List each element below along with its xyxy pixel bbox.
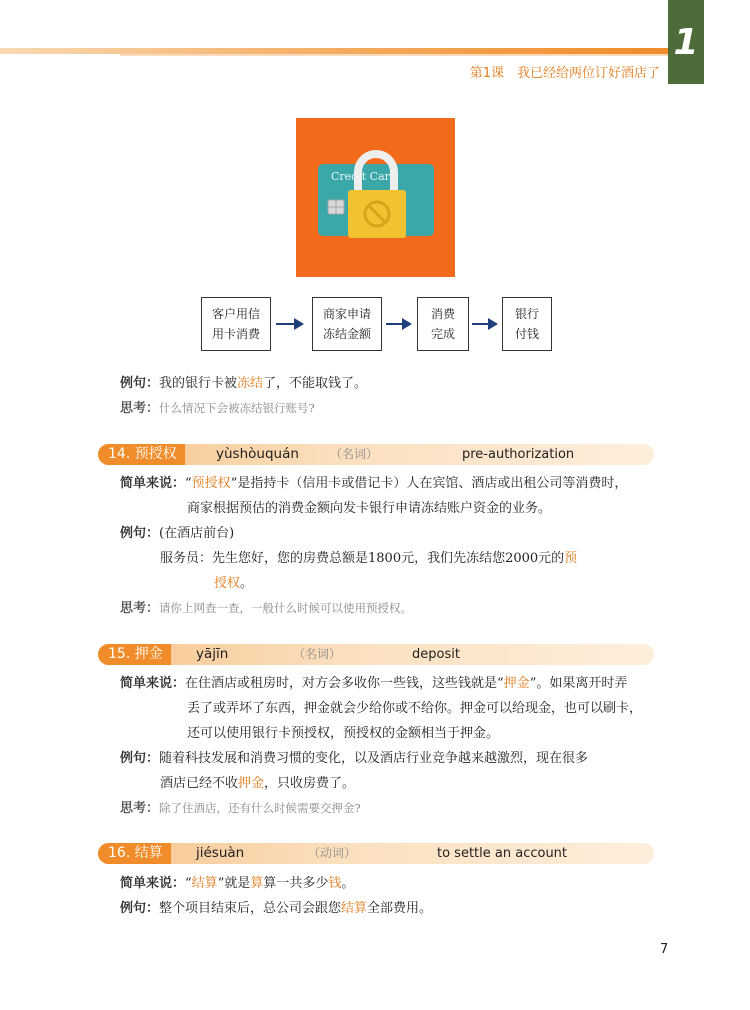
term-15-explain-2: 丢了或弄坏了东西，押金就会少给你或不给你。押金可以给现金，也可以刷卡， xyxy=(187,701,643,716)
example-text: (在酒店前台) xyxy=(159,526,235,541)
term-tag: 14. 预授权 xyxy=(98,444,185,465)
explain-highlight-2: 算 xyxy=(250,876,264,891)
intro-example xyxy=(120,372,367,391)
example-highlight: 预 xyxy=(564,551,578,566)
think-label: 思考： xyxy=(120,601,160,616)
term-pos: （动词） xyxy=(308,846,357,860)
flow-step-2-line1: 商家申请 xyxy=(322,307,371,321)
example-text: 整个项目结束后，总公司会跟您 xyxy=(159,901,342,916)
term-14-example-1 xyxy=(120,522,234,541)
chapter-tab xyxy=(668,0,704,84)
term-15-example-1 xyxy=(120,747,588,766)
explain-highlight: 结算 xyxy=(191,876,218,891)
explain-text-end: ”。如果离开时弄 xyxy=(529,676,628,691)
flow-arrow-2 xyxy=(386,323,410,325)
explain-text: 在住酒店或租房时，对方会多收你一些钱，这些钱就是“ xyxy=(185,676,504,691)
example-highlight: 押金 xyxy=(238,776,265,791)
flow-step-1-line2: 用卡消费 xyxy=(211,327,260,341)
flow-step-4 xyxy=(502,297,552,351)
flow-step-3-line2: 完成 xyxy=(430,327,455,341)
term-english: deposit xyxy=(412,647,460,662)
flow-arrow-1 xyxy=(276,323,302,325)
explain-label: 简单来说： xyxy=(120,676,186,691)
term-15-explain-3: 还可以使用银行卡预授权，预授权的金额相当于押金。 xyxy=(187,726,500,741)
example-label: 例句： xyxy=(120,526,160,541)
explain-text-mid-2: 算一共多少 xyxy=(263,876,329,891)
term-14-explain-1 xyxy=(120,472,627,491)
term-16-example xyxy=(120,897,432,916)
example-highlight: 冻结 xyxy=(237,376,264,391)
explain-highlight-3: 钱 xyxy=(328,876,342,891)
term-pinyin: yājīn xyxy=(196,646,229,662)
explain-label: 简单来说： xyxy=(120,476,186,491)
term-pos: （名词） xyxy=(330,447,379,461)
example-text: 随着科技发展和消费习惯的变化，以及酒店行业竞争越来越激烈，现在很多 xyxy=(159,751,589,766)
chapter-number: 1 xyxy=(673,21,699,63)
explain-text-mid: ”就是 xyxy=(217,876,251,891)
think-text: 请你上网查一查，一般什么时候可以使用预授权。 xyxy=(159,601,413,615)
explain-text-end: ”是指持卡（信用卡或借记卡）人在宾馆、酒店或出租公司等消费时， xyxy=(230,476,628,491)
lesson-title: 第1课 我已经给两位订好酒店了 xyxy=(469,66,660,81)
flow-arrow-3 xyxy=(472,323,496,325)
explain-label: 简单来说： xyxy=(120,876,186,891)
think-label: 思考： xyxy=(120,401,160,416)
flow-step-3 xyxy=(417,297,469,351)
credit-card-lock-illustration xyxy=(296,118,455,277)
explain-text-end: 。 xyxy=(341,876,355,891)
card-text: Credit Card xyxy=(331,170,397,183)
term-14-example-3 xyxy=(214,572,253,591)
example-highlight: 授权 xyxy=(214,576,241,591)
flow-step-4-line2: 付钱 xyxy=(514,327,539,341)
think-label: 思考： xyxy=(120,801,160,816)
intro-think xyxy=(120,397,315,416)
term-english: to settle an account xyxy=(437,846,568,861)
flow-step-1 xyxy=(201,297,271,351)
example-label: 例句： xyxy=(120,751,160,766)
header-rule-shadow xyxy=(120,54,668,56)
term-english: pre-authorization xyxy=(462,447,575,462)
example-text-end: 。 xyxy=(240,576,254,591)
term-pos: （名词） xyxy=(293,647,342,661)
example-text: 酒店已经不收 xyxy=(160,776,239,791)
term-14-explain-2: 商家根据预估的消费金额向发卡银行申请冻结账户资金的业务。 xyxy=(187,501,552,516)
think-text: 除了住酒店，还有什么时候需要交押金? xyxy=(159,801,361,815)
term-14-think xyxy=(120,597,412,616)
page-number: 7 xyxy=(660,942,669,957)
flow-step-2-line2: 冻结金额 xyxy=(322,327,371,341)
credit-card-lock-icon xyxy=(296,118,455,277)
think-text: 什么情况下会被冻结银行账号? xyxy=(159,401,315,415)
example-text: 服务员：先生您好，您的房费总额是1800元，我们先冻结您2000元的 xyxy=(160,551,565,566)
term-15-think xyxy=(120,797,361,816)
flow-step-3-line1: 消费 xyxy=(430,307,455,321)
term-pinyin: jiésuàn xyxy=(196,845,245,861)
term-header-16 xyxy=(98,843,654,864)
term-15-example-2 xyxy=(160,772,355,791)
explain-text: “ xyxy=(185,876,192,891)
term-header-14 xyxy=(98,444,654,465)
term-15-explain-1 xyxy=(120,672,627,691)
example-label: 例句： xyxy=(120,376,160,391)
term-tag: 15. 押金 xyxy=(98,644,171,665)
example-text-end: 全部费用。 xyxy=(367,901,433,916)
term-14-example-2 xyxy=(160,547,577,566)
flow-step-2 xyxy=(312,297,382,351)
example-label: 例句： xyxy=(120,901,160,916)
term-16-explain-1 xyxy=(120,872,354,891)
term-header-15 xyxy=(98,644,654,665)
term-pinyin: yùshòuquán xyxy=(216,446,299,462)
example-text-end: ，只收房费了。 xyxy=(264,776,356,791)
example-text-end: 了，不能取钱了。 xyxy=(263,376,368,391)
term-tag: 16. 结算 xyxy=(98,843,171,864)
flow-step-1-line1: 客户用信 xyxy=(211,307,260,321)
example-highlight: 结算 xyxy=(341,901,368,916)
explain-text: “ xyxy=(185,476,192,491)
example-text: 我的银行卡被 xyxy=(159,376,238,391)
flow-step-4-line1: 银行 xyxy=(514,307,539,321)
explain-highlight: 预授权 xyxy=(191,476,231,491)
explain-highlight: 押金 xyxy=(503,676,530,691)
